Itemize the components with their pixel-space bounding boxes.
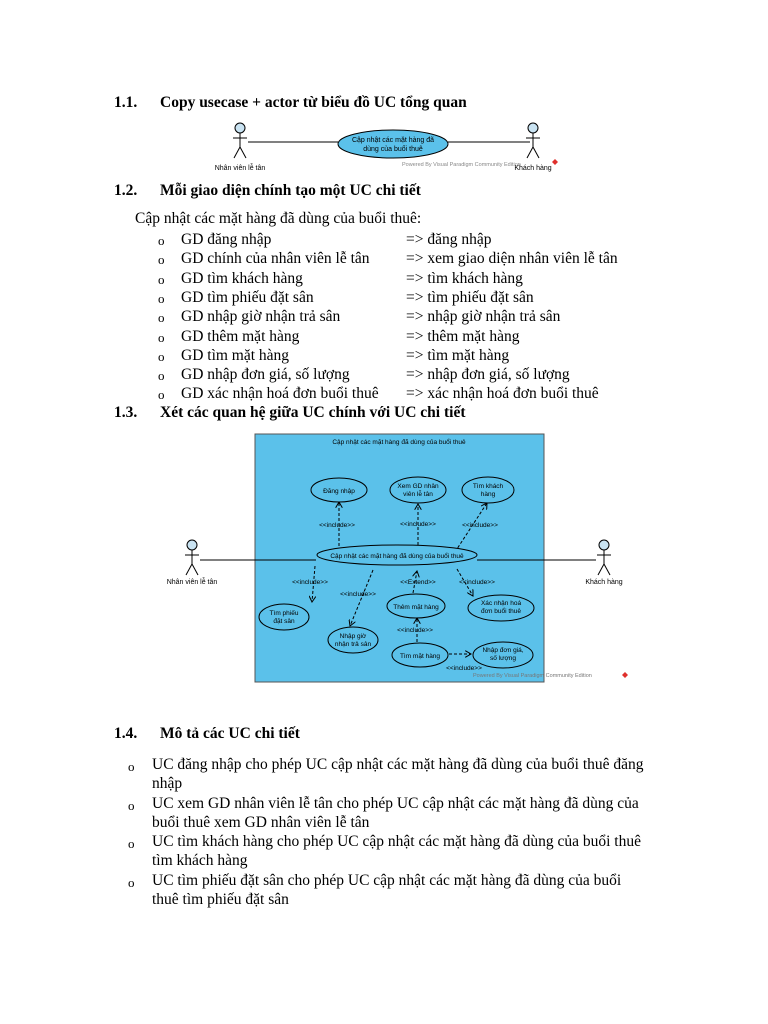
uc-description-line: UC tìm khách hàng cho phép UC cập nhật các mặt hàng đã dùng của buổi thuê [152, 833, 641, 850]
uc-name: => tìm mặt hàng [406, 347, 510, 364]
uc-description-line: UC đăng nhập cho phép UC cập nhật các mặt hàng đã dùng của buổi thuê đăng [152, 756, 644, 773]
list-bullet: o [128, 759, 135, 774]
section-number: 1.1. [114, 94, 138, 111]
uc-name: => xem giao diện nhân viên lễ tân [406, 250, 618, 267]
uc-description-line: thuê tìm phiếu đặt sân [152, 891, 289, 908]
gd-name: GD tìm khách hàng [181, 270, 303, 287]
actor-right-label: Khách hàng [585, 579, 623, 586]
watermark: Powered By Visual Paradigm Community Edition [402, 162, 521, 168]
uc-description-line: nhập [152, 775, 183, 792]
section-title: Mỗi giao diện chính tạo một UC chi tiết [160, 182, 421, 199]
include-label: <<include>> [446, 665, 482, 672]
list-bullet: o [158, 349, 165, 364]
include-label: <<include>> [292, 579, 328, 586]
list-bullet: o [158, 387, 165, 402]
extend-label: <<Extend>> [400, 579, 436, 586]
actor-right-figure [597, 540, 611, 575]
section-title: Xét các quan hệ giữa UC chính với UC chi tiết [160, 404, 466, 421]
gd-name: GD nhập giờ nhận trả sân [181, 308, 341, 325]
uc-price-label: số lượng [490, 655, 516, 662]
actor-left-figure [233, 123, 247, 158]
usecase-ellipse [338, 130, 448, 158]
uc-time-label: nhận trả sân [334, 641, 372, 648]
uc-name: => tìm khách hàng [406, 270, 523, 287]
section-title: Copy usecase + actor từ biểu đồ UC tổng quan [160, 94, 467, 111]
list-bullet: o [128, 875, 135, 890]
uc-invoice-label: đơn buổi thuê [480, 608, 522, 615]
section-number: 1.3. [114, 404, 138, 421]
list-bullet: o [158, 330, 165, 345]
relationship-usecase-diagram [155, 430, 640, 685]
usecase-label-line2: dùng của buổi thuê [363, 146, 423, 153]
uc-description-line: buổi thuê xem GD nhân viên lễ tân [152, 814, 370, 831]
overview-usecase-diagram [200, 118, 570, 178]
gd-name: GD tìm mặt hàng [181, 347, 290, 364]
section-1-4-heading [114, 725, 300, 743]
gd-name: GD đăng nhập [181, 231, 272, 248]
uc-ticket-label: đặt sân [273, 618, 295, 625]
section-title: Mô tả các UC chi tiết [160, 725, 300, 742]
uc-description-line: tìm khách hàng [152, 852, 248, 869]
gd-name: GD nhập đơn giá, số lượng [181, 366, 350, 383]
include-label: <<include>> [340, 591, 376, 598]
list-bullet: o [128, 836, 135, 851]
uc-name: => nhập đơn giá, số lượng [406, 366, 570, 383]
uc-add-label: Thêm mặt hàng [393, 604, 439, 611]
usecase-label-line1: Cập nhật các mặt hàng đã [351, 137, 435, 144]
uc-name: => đăng nhập [406, 231, 492, 248]
actor-left-figure [185, 540, 199, 575]
list-bullet: o [158, 291, 165, 306]
section-number: 1.4. [114, 725, 138, 742]
uc-name: => thêm mặt hàng [406, 328, 520, 345]
uc-price-label: Nhập đơn giá, [482, 647, 524, 654]
uc-view-label: Xem GD nhân [397, 483, 439, 490]
include-label: <<include>> [459, 579, 495, 586]
uc-customer-label: Tìm khách [472, 483, 504, 490]
list-bullet: o [158, 233, 165, 248]
list-bullet: o [158, 310, 165, 325]
uc-description-line: UC xem GD nhân viên lễ tân cho phép UC cập nhật các mặt hàng đã dùng của [152, 795, 639, 812]
watermark: Powered By Visual Paradigm Community Edition [473, 673, 592, 679]
include-label: <<include>> [319, 522, 355, 529]
list-bullet: o [158, 272, 165, 287]
visual-paradigm-logo-icon [552, 159, 558, 165]
section-1-2-heading [114, 182, 421, 200]
gd-name: GD xác nhận hoá đơn buổi thuê [181, 385, 379, 402]
list-bullet: o [158, 368, 165, 383]
actor-left-label: Nhân viên lễ tân [166, 579, 218, 586]
uc-description-line: UC tìm phiếu đặt sân cho phép UC cập nhật các mặt hàng đã dùng của buổi [152, 872, 622, 889]
uc-customer-label: hàng [480, 491, 496, 498]
uc-ticket-label: Tìm phiếu [269, 610, 299, 617]
include-label: <<include>> [397, 627, 433, 634]
gd-name: GD thêm mặt hàng [181, 328, 300, 345]
gd-name: GD chính của nhân viên lễ tân [181, 250, 370, 267]
uc-find-item-label: Tìm mặt hàng [399, 653, 441, 660]
uc-main-label: Cập nhật các mặt hàng đã dùng của buổi thuê [330, 553, 464, 560]
actor-right-figure [526, 123, 540, 158]
uc-time-label: Nhập giờ [339, 633, 367, 640]
system-boundary-title: Cập nhật các mặt hàng đã dùng của buổi thuê [332, 439, 466, 446]
actor-right-label: Khách hàng [514, 165, 552, 172]
actor-left-label: Nhân viên lễ tân [214, 165, 266, 172]
gd-name: GD tìm phiếu đặt sân [181, 289, 314, 306]
section-1-1-heading [114, 94, 467, 112]
uc-name: => nhập giờ nhận trả sân [406, 308, 561, 325]
visual-paradigm-logo-icon [622, 672, 628, 678]
include-label: <<include>> [400, 521, 436, 528]
list-bullet: o [158, 252, 165, 267]
uc-invoice-label: Xác nhận hoá [480, 600, 522, 607]
uc-view-label: viên lễ tân [403, 491, 433, 498]
section-number: 1.2. [114, 182, 138, 199]
include-label: <<include>> [462, 522, 498, 529]
section-1-2-intro: Cập nhật các mặt hàng đã dùng của buổi thuê: [135, 210, 422, 227]
uc-login-label: Đăng nhập [323, 488, 355, 495]
uc-name: => tìm phiếu đặt sân [406, 289, 534, 306]
section-1-3-heading [114, 404, 466, 422]
list-bullet: o [128, 798, 135, 813]
uc-name: => xác nhận hoá đơn buổi thuê [406, 385, 599, 402]
